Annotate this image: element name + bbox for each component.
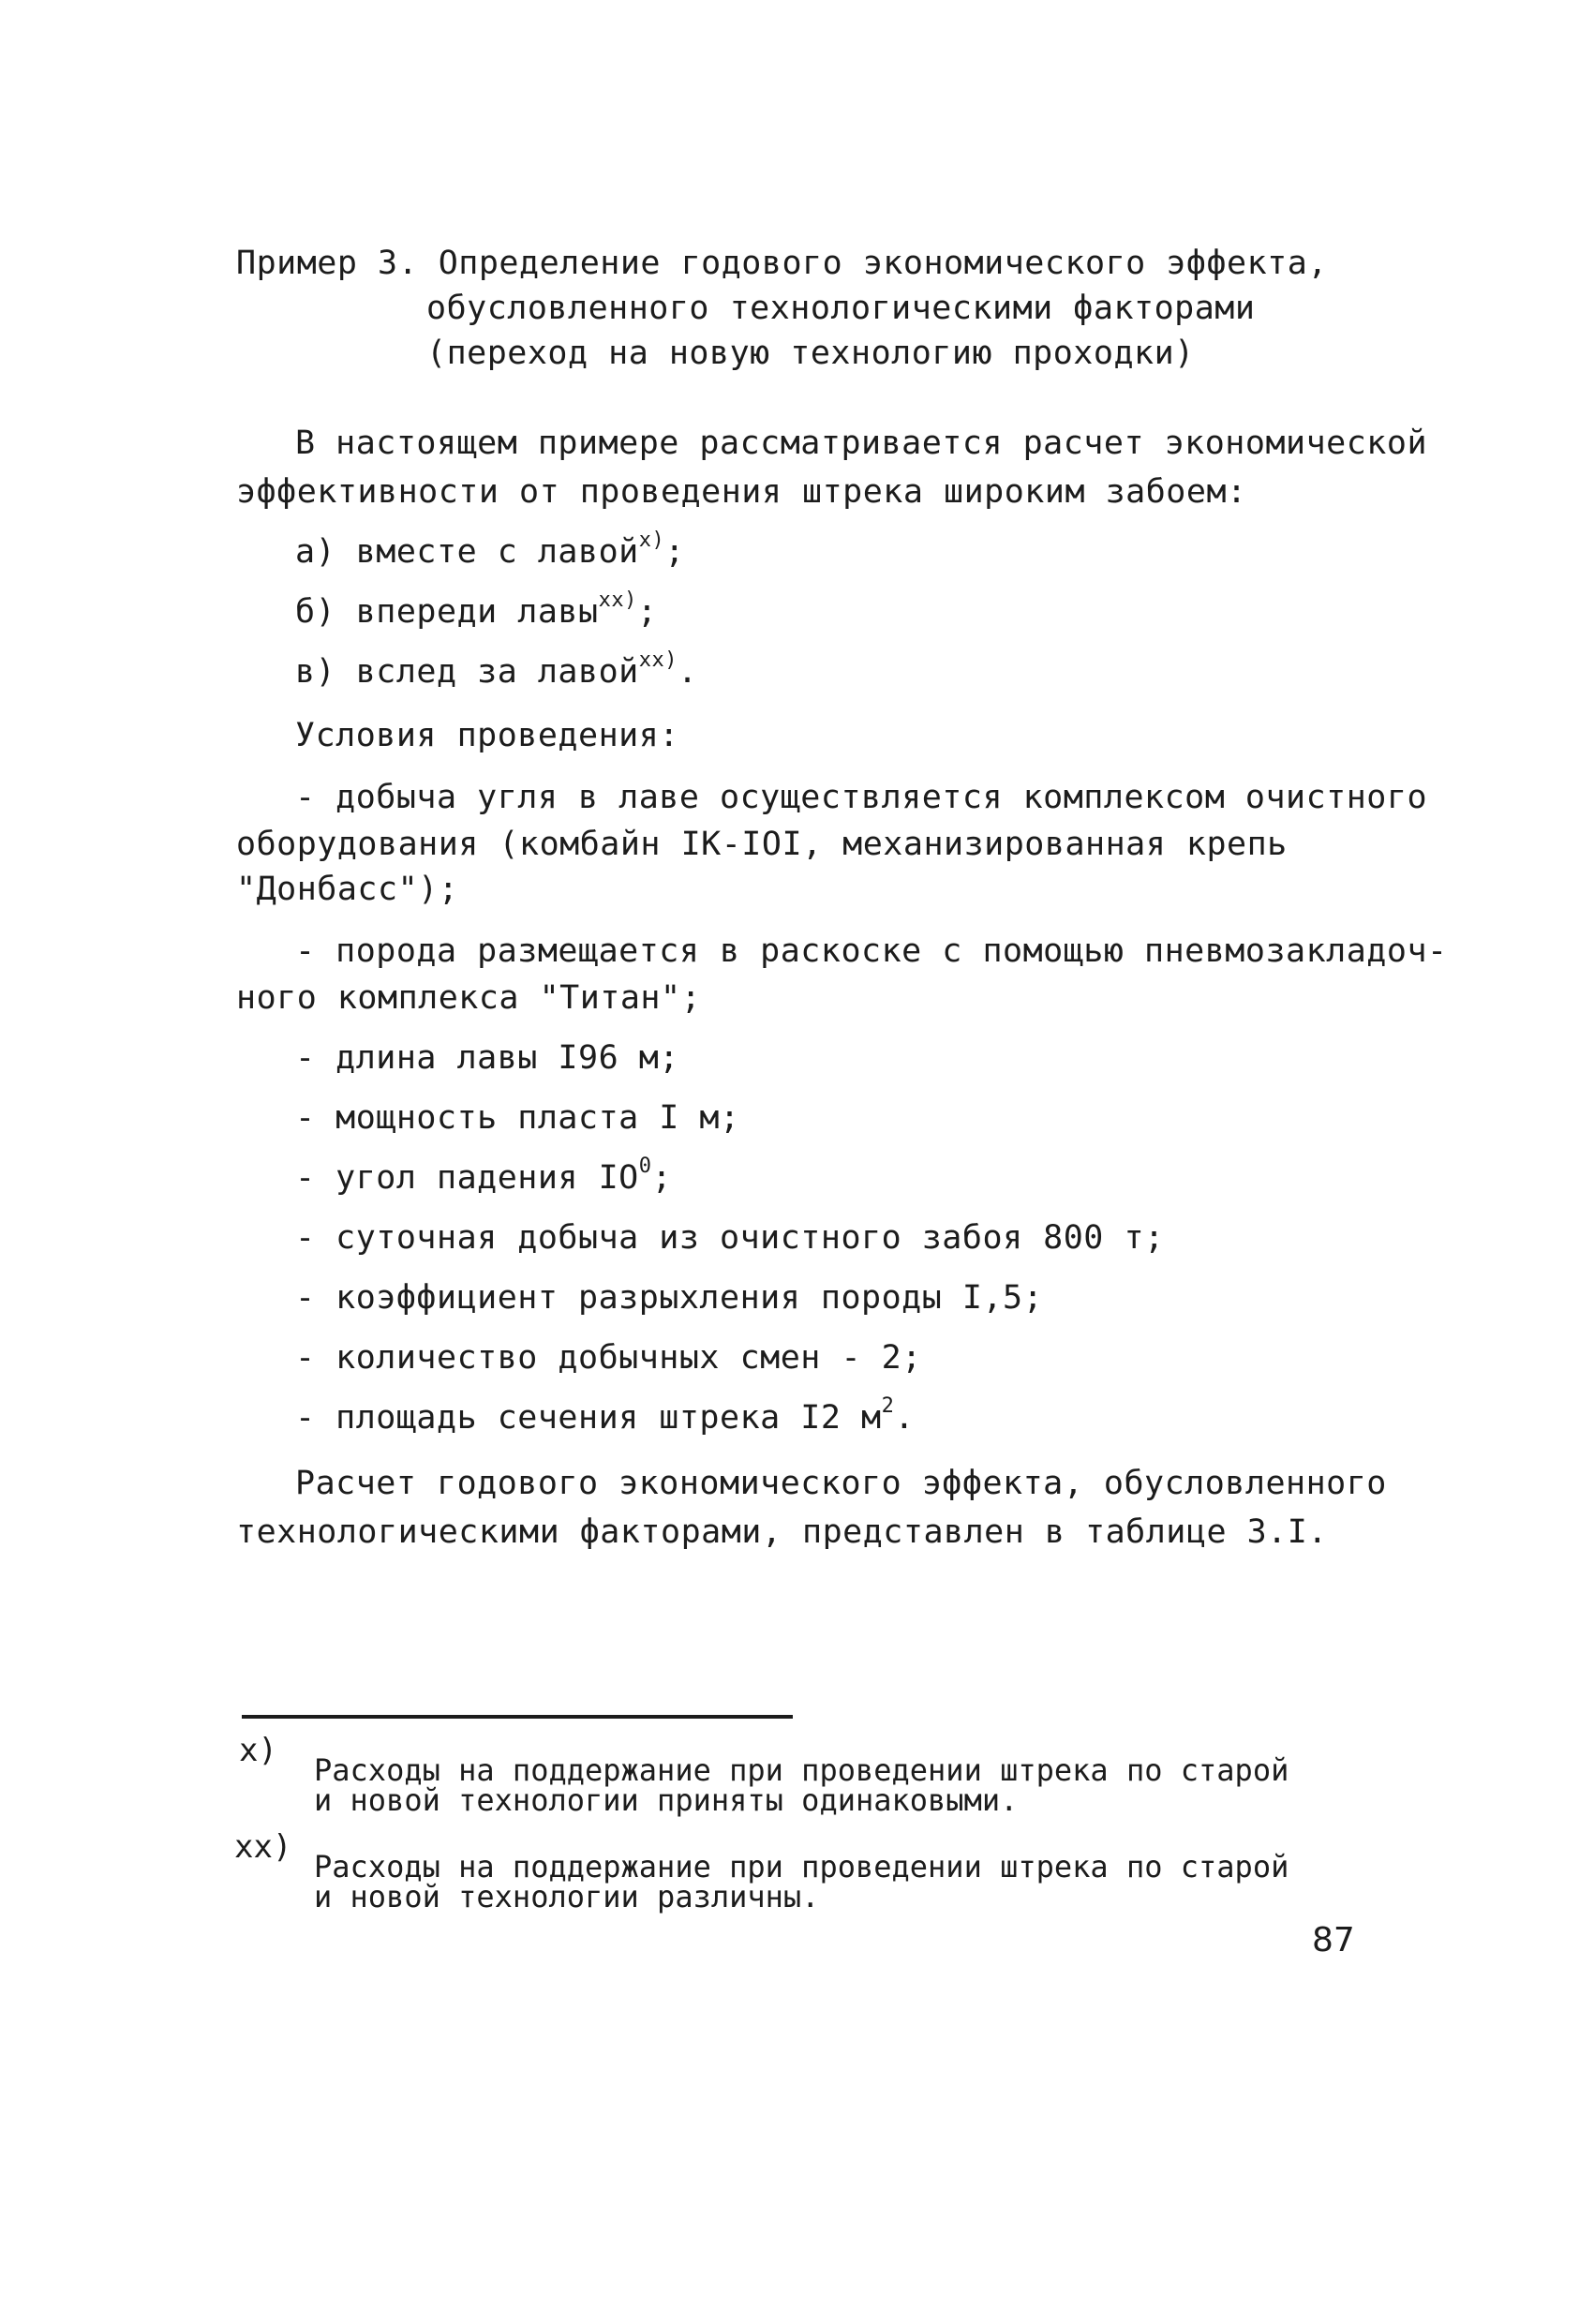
intro-line-1: В настоящем примере рассматривается расчет экономической: [295, 425, 1428, 462]
option-b: [295, 590, 657, 633]
option-a-text: а) вместе с лавой: [295, 533, 639, 571]
heading-line-1: Пример 3. Определение годового экономического эффекта,: [236, 245, 1328, 282]
footnote-ref: xx): [598, 588, 637, 612]
condition-7: - коэффициент разрыхления породы I,5;: [295, 1279, 1044, 1317]
condition-2-line-2: ного комплекса "Титан";: [236, 979, 702, 1017]
option-a: [295, 530, 685, 574]
footnote-2-line-2: и новой технологии различны.: [314, 1879, 820, 1914]
option-a-end: ;: [664, 533, 685, 571]
option-c-text: в) вслед за лавой: [295, 653, 639, 691]
option-b-end: ;: [636, 593, 658, 631]
condition-2-line-1: - порода размещается в раскоске с помощью пневмозакладоч-: [295, 932, 1448, 970]
page-number: 87: [1312, 1921, 1355, 1959]
condition-5: [295, 1156, 672, 1199]
intro-line-2: эффективности от проведения штрека широким забоем:: [236, 473, 1247, 511]
footnote-2-line-1: Расходы на поддержание при проведении штрека по старой: [314, 1849, 1289, 1885]
degree-superscript: 0: [638, 1155, 652, 1178]
condition-8: - количество добычных смен - 2;: [295, 1339, 922, 1377]
option-c: [295, 650, 698, 693]
conclusion-line-1: Расчет годового экономического эффекта, обусловленного: [295, 1465, 1387, 1502]
footnote-ref: xx): [638, 648, 678, 672]
option-b-text: б) впереди лавы: [295, 593, 599, 631]
condition-5-end: ;: [651, 1159, 673, 1197]
condition-6: - суточная добыча из очистного забоя 800 т;: [295, 1219, 1165, 1257]
footnote-1-line-2: и новой технологии приняты одинаковыми.: [314, 1782, 1019, 1818]
footnote-1-mark: x): [239, 1732, 277, 1769]
condition-5-text: - угол падения IO: [295, 1159, 639, 1197]
footnote-ref: x): [638, 529, 665, 552]
conclusion-line-2: технологическими факторами, представлен в таблице 3.I.: [236, 1513, 1328, 1551]
footnote-separator: [242, 1715, 793, 1719]
footnote-1-line-1: Расходы на поддержание при проведении штрека по старой: [314, 1752, 1289, 1788]
condition-9: [295, 1396, 915, 1439]
footnote-2-mark: xx): [234, 1828, 292, 1866]
condition-4: - мощность пласта I м;: [295, 1099, 740, 1137]
option-c-end: .: [677, 653, 698, 691]
condition-1-line-1: - добыча угля в лаве осуществляется комплексом очистного: [295, 779, 1428, 816]
conditions-title: Условия проведения:: [295, 717, 679, 754]
condition-9-text: - площадь сечения штрека I2 м: [295, 1399, 882, 1437]
heading-line-3: (переход на новую технологию проходки): [426, 335, 1195, 372]
heading-line-2: обусловленного технологическими факторами: [426, 290, 1256, 327]
square-superscript: 2: [881, 1394, 895, 1418]
condition-1-line-3: "Донбасс");: [236, 871, 459, 908]
condition-1-line-2: оборудования (комбайн IК-IOI, механизированная крепь: [236, 826, 1288, 863]
condition-3: - длина лавы I96 м;: [295, 1039, 679, 1077]
condition-9-end: .: [894, 1399, 915, 1437]
